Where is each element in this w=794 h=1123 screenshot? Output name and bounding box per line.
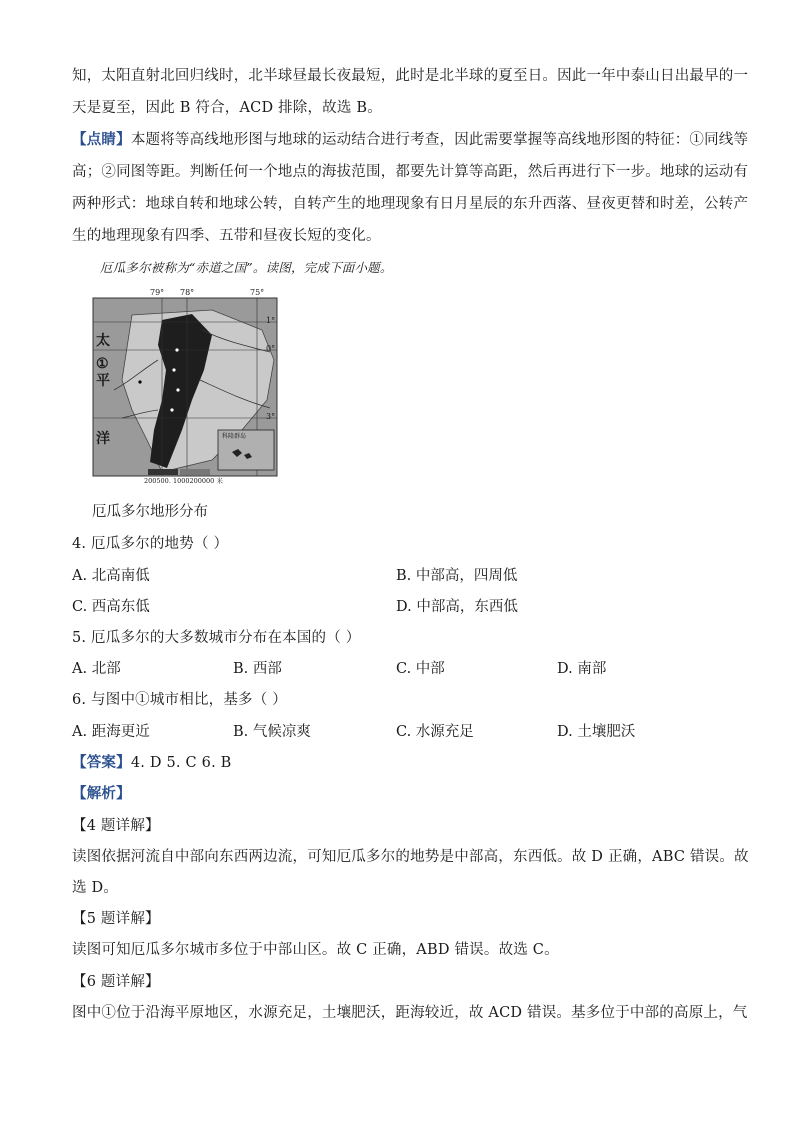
q5-option-b: B. 西部 [233, 661, 282, 677]
lon-label-79: 79° [150, 288, 165, 297]
intro-line-1: 知，太阳直射北回归线时，北半球昼最长夜最短，此时是北半球的夏至日。因此一年中泰山日出最早的一 [72, 68, 749, 84]
q6-option-a: A. 距海更近 [72, 724, 150, 740]
dianjing-line-3: 两种形式：地球自转和地球公转，自转产生的地理现象有日月星辰的东升西落、昼夜更替和时差，公转产 [72, 196, 749, 212]
dianjing-line-4: 生的地理现象有四季、五带和昼夜长短的变化。 [72, 228, 381, 244]
map-label-tai: 太 [96, 333, 110, 349]
q5-option-d: D. 南部 [557, 661, 607, 677]
d4-line-2: 选 D。 [72, 880, 119, 896]
q4-stem: 4. 厄瓜多尔的地势（ ） [72, 536, 229, 552]
q4-option-b: B. 中部高，四周低 [396, 568, 518, 584]
map-graphic [92, 290, 278, 480]
q4-option-d: D. 中部高，东西低 [396, 599, 518, 615]
d6-label: 【6 题详解】 [72, 974, 160, 990]
analysis-label: 【解析】 [72, 785, 131, 802]
map-label-yang: 洋 [96, 431, 110, 447]
dianjing-line-1 [72, 130, 748, 150]
map-label-circle-1: ① [96, 356, 109, 372]
d5-label: 【5 题详解】 [72, 911, 160, 927]
map-inset-label: 科隆群岛 [222, 433, 247, 440]
d5-line-1: 读图可知厄瓜多尔城市多位于中部山区。故 C 正确，ABD 错误。故选 C。 [72, 942, 559, 958]
lon-label-75: 75° [250, 288, 265, 297]
map-label-ping: 平 [96, 373, 110, 389]
q5-stem: 5. 厄瓜多尔的大多数城市分布在本国的（ ） [72, 630, 361, 646]
q5-option-a: A. 北部 [72, 661, 121, 677]
d4-label: 【4 题详解】 [72, 818, 160, 834]
answer-label: 【答案】 [72, 754, 131, 771]
answer-line [72, 753, 232, 773]
ecuador-terrain-map [92, 288, 278, 485]
q6-option-d: D. 土壤肥沃 [557, 724, 636, 740]
lat-label-1: 1° [266, 316, 276, 325]
d4-line-1: 读图依据河流自中部向东西两边流，可知厄瓜多尔的地势是中部高，东西低。故 D 正确，ABC 错误。故 [72, 849, 749, 865]
intro-line-2: 天是夏至，因此 B 符合，ACD 排除，故选 B。 [72, 100, 382, 116]
q6-stem: 6. 与图中①城市相比，基多（ ） [72, 692, 287, 708]
question-stem: 厄瓜多尔被称为“赤道之国”。读图，完成下面小题。 [100, 260, 393, 275]
lat-label-3: 3° [266, 412, 276, 421]
dianjing-text-1: 本题将等高线地形图与地球的运动结合进行考查，因此需要掌握等高线地形图的特征：①同线等 [130, 132, 749, 148]
dianjing-line-2: 高；②同图等距。判断任何一个地点的海拔范围，都要先计算等高距，然后再进行下一步。地球的运动有 [72, 164, 749, 180]
lat-label-0: 0° [266, 344, 276, 353]
q4-option-c: C. 西高东低 [72, 599, 150, 615]
answer-text: 4. D 5. C 6. B [130, 755, 232, 771]
dianjing-label: 【点睛】 [72, 131, 131, 148]
q4-option-a: A. 北高南低 [72, 568, 150, 584]
map-caption: 厄瓜多尔地形分布 [92, 504, 208, 520]
q6-option-b: B. 气候凉爽 [233, 724, 311, 740]
d6-line-1: 图中①位于沿海平原地区，水源充足，土壤肥沃，距海较近，故 ACD 错误。基多位于中部的高原上，气 [72, 1005, 748, 1021]
lon-label-78: 78° [180, 288, 195, 297]
q6-option-c: C. 水源充足 [396, 724, 474, 740]
map-legend: 200500. 1000200000 米 [144, 477, 223, 485]
q5-option-c: C. 中部 [396, 661, 445, 677]
